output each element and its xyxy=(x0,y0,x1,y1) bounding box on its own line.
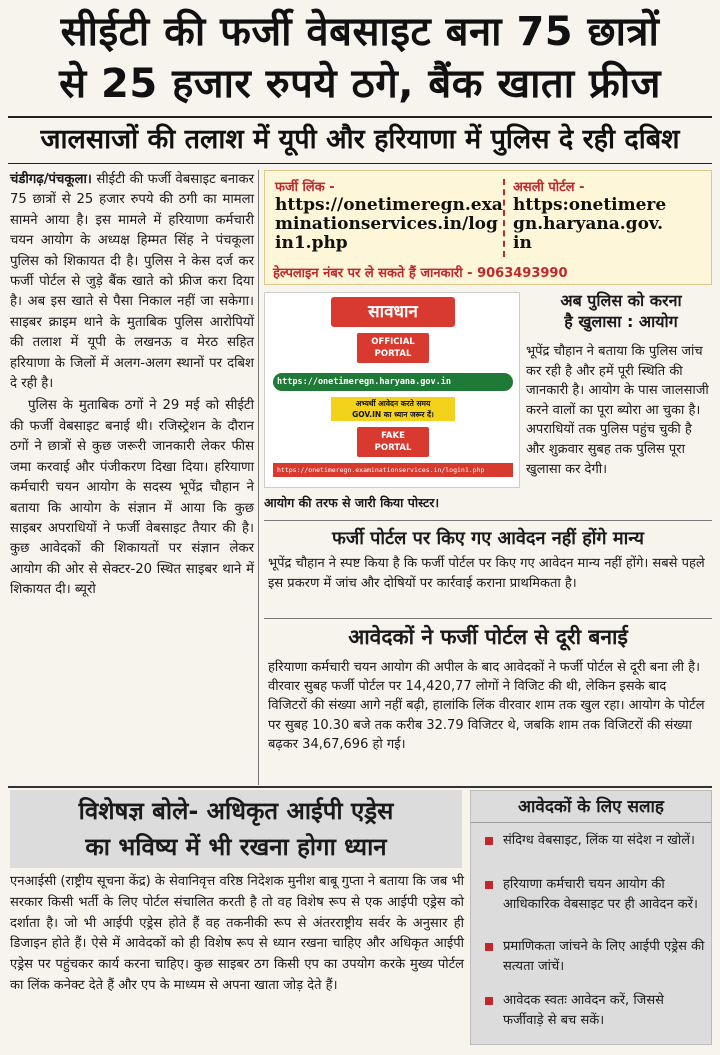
fake-line-2: PORTAL xyxy=(374,443,412,453)
bullet-icon xyxy=(485,943,493,951)
headline-rule xyxy=(8,116,712,118)
notice-bar xyxy=(331,397,455,421)
column-divider xyxy=(258,170,259,785)
bullet-icon xyxy=(485,837,493,845)
bullet-icon xyxy=(485,881,493,889)
headline-line-1: सीईटी की फर्जी वेबसाइट बना 75 छात्रों xyxy=(60,9,660,55)
notice-line-1: अभ्यर्थी आवेदन करते समय xyxy=(355,399,431,408)
para-1-text: सीईटी की फर्जी वेबसाइट बनाकर 75 छात्रों से 25 हजार रुपये की ठगी का मामला सामने आया है। इस मामले में हरियाणा कर्मचारी चयन आयोग के अध्यक्ष हिम्मत सिंह ने पंचकूला पुलिस को शिकायत दी है। पुलिस ने केस दर्ज कर फर्जी पोर्टल से जुड़े बैंक खाते को फ्रीज करा दिया है। अब इस खाते से पैसा निकाल नहीं जा सकेगा। साइबर क्राइम थाने के मुताबिक पुलिस आरोपियों की तलाश में यूपी के लखनऊ व मेरठ सहित हरियाणा के जिलों में अलग-अलग स्थानों पर दबिश दे रही है। xyxy=(10,172,254,392)
expert-heading-line-1: विशेषज्ञ बोले- अधिकृत आईपी एड्रेस xyxy=(78,797,394,825)
fake-url-line-3: in1.php xyxy=(275,233,348,253)
invalid-story-heading: फर्जी पोर्टल पर किए गए आवेदन नहीं होंगे मान्य xyxy=(332,528,644,549)
fake-url-line-1: https://onetimeregn.exa xyxy=(275,195,503,215)
real-portal-url xyxy=(513,196,666,253)
dateline: चंडीगढ़/पंचकूला। xyxy=(10,172,92,187)
fake-link-url xyxy=(275,196,503,253)
real-portal-label: असली पोर्टल - xyxy=(513,180,585,195)
links-separator xyxy=(503,179,505,257)
warning-poster xyxy=(264,292,520,488)
main-headline xyxy=(10,6,710,110)
fake-line-1: FAKE xyxy=(381,431,405,441)
advice-item-text: हरियाणा कर्मचारी चयन आयोग की आधिकारिक वेबसाइट पर ही आवेदन करें। xyxy=(503,877,698,912)
fake-url-line-2: minationservices.in/log xyxy=(275,214,498,234)
advice-item-text: आवेदक स्वतः आवेदन करें, जिससे फर्जीवाड़े से बच सकें। xyxy=(503,993,664,1028)
section-rule-1 xyxy=(264,520,712,521)
sidebar-heading-line-2: है खुलासा : आयोग xyxy=(564,312,678,331)
expert-story-heading xyxy=(10,790,462,868)
real-url-line-1: https:onetimere xyxy=(513,195,667,215)
invalid-story-body: भूपेंद्र चौहान ने स्पष्ट किया है कि फर्जी पोर्टल पर किए गए आवेदन मान्य नहीं होंगे। सबसे पहले इस प्रकरण में जांच और दोषियों पर कार्रवाई कराना प्राथमिकता है। xyxy=(268,556,705,591)
advice-item xyxy=(483,831,707,851)
official-line-2: PORTAL xyxy=(374,349,412,359)
expert-story-body: एनआईसी (राष्ट्रीय सूचना केंद्र) के सेवानिवृत्त वरिष्ठ निदेशक मुनीश बाबू गुप्ता ने बताया कि जब भी सरकार किसी भर्ती के लिए पोर्टल संचालित करती है तो वह विशेष रूप से एक आईपी एड्रेस को दर्शाता है। जो भी आईपी एड्रेस होते हैं वह तकनीकी रूप से अंतरराष्ट्रीय सर्वर के अनुसार ही डिजाइन होते हैं। ऐसे में आवेदकों को ही विशेष रूप से ध्यान रखना चाहिए और अधिकृत आईपी एड्रेस पर पहुंचकर कार्य करना चाहिए। कुछ साइबर ठग किसी एप का उपयोग करके मुख्य पोर्टल का लिंक कनेक्ट देते हैं और एप के माध्यम से अपना खाता जोड़ देते हैं। xyxy=(10,874,464,993)
sidebar-heading xyxy=(526,290,716,332)
poster-title: सावधान xyxy=(331,297,455,327)
fake-link-label: फर्जी लिंक - xyxy=(275,180,335,195)
main-story-para-2: पुलिस के मुताबिक ठगों ने 29 मई को सीईटी की फर्जी वेबसाइट बनाई थी। रजिस्ट्रेशन के दौरान ठगों ने छात्रों से कुछ जरूरी जानकारी लेकर फीस जमा करवाई और पंजीकरण दिखा दिया। हरियाणा कर्मचारी चयन आयोग के सदस्य भूपेंद्र चौहान ने बताया कि आयोग के संज्ञान में आया कि कुछ साइबर अपराधियों ने फर्जी वेबसाइट तैयार की है। कुछ आवेदकों की शिकायतों पर संज्ञान लेकर आयोग की ओर से सेक्टर-20 स्थित साइबर थाने में शिकायत दी। ब्यूरो xyxy=(10,398,254,598)
official-portal-badge xyxy=(357,333,429,363)
official-line-1: OFFICIAL xyxy=(371,337,415,347)
headline-line-2: से 25 हजार रुपये ठगे, बैंक खाता फ्रीज xyxy=(59,61,661,107)
official-url-bar: https://onetimeregn.haryana.gov.in xyxy=(273,373,513,391)
expert-heading-line-2: का भविष्य में भी रखना होगा ध्यान xyxy=(85,833,387,861)
bullet-icon xyxy=(485,997,493,1005)
subhead-rule xyxy=(8,163,712,164)
notice-line-2: GOV.IN का ध्यान जरूर दें। xyxy=(352,410,434,419)
main-story xyxy=(10,170,254,603)
advice-item xyxy=(483,937,707,976)
advice-heading: आवेदकों के लिए सलाह xyxy=(471,791,711,823)
section-rule-2 xyxy=(264,618,712,619)
distance-story-body: हरियाणा कर्मचारी चयन आयोग की अपील के बाद आवेदकों ने फर्जी पोर्टल से दूरी बना ली है। वीरवार सुबह फर्जी पोर्टल पर 14,420,77 लोगों ने विजिट की थी, लेकिन इसके बाद विजिटरों की संख्या आगे नहीं बढ़ी, हालांकि लिंक वीरवार शाम तक खुल रहा। आयोग के पोर्टल पर सुबह 10.30 बजे तक करीब 32.79 विजिटर थे, जबकि शाम तक विजिटरों की संख्या बढ़कर 34,67,696 हो गई। xyxy=(268,660,705,752)
advice-item xyxy=(483,991,707,1030)
real-url-line-2: gn.haryana.gov. xyxy=(513,214,663,234)
fake-url-bar: https://onetimeregn.examinationservices.in/login1.php xyxy=(273,463,513,477)
sidebar-body: भूपेंद्र चौहान ने बताया कि पुलिस जांच कर रही है और हमें पूरी स्थिति की जानकारी है। आयोग के पास जालसाजी करने वालों का पूरा ब्योरा आ चुका है। अपराधियों तक पुलिस पहुंच चुकी है और शुक्रवार सुबह तक पुलिस पूरा खुलासा कर देगी। xyxy=(526,344,709,477)
advice-box xyxy=(470,790,712,1045)
fake-portal-badge xyxy=(357,427,429,457)
poster-caption: आयोग की तरफ से जारी किया पोस्टर। xyxy=(264,495,440,510)
lower-section-rule xyxy=(8,786,712,788)
advice-item-text: प्रमाणिकता जांचने के लिए आईपी एड्रेस की सत्यता जांचें। xyxy=(503,939,705,974)
advice-item-text: संदिग्ध वेबसाइट, लिंक या संदेश न खोलें। xyxy=(503,833,695,848)
links-box xyxy=(264,170,712,285)
distance-story-heading: आवेदकों ने फर्जी पोर्टल से दूरी बनाई xyxy=(348,625,628,649)
advice-item xyxy=(483,875,707,914)
sidebar-heading-line-1: अब पुलिस को करना xyxy=(560,291,682,310)
sub-headline: जालसाजों की तलाश में यूपी और हरियाणा में पुलिस दे रही दबिश xyxy=(40,124,680,155)
main-story-para-1 xyxy=(10,170,254,394)
real-url-line-3: in xyxy=(513,233,532,253)
helpline-text: हेल्पलाइन नंबर पर ले सकते हैं जानकारी - 9063493990 xyxy=(273,266,568,281)
